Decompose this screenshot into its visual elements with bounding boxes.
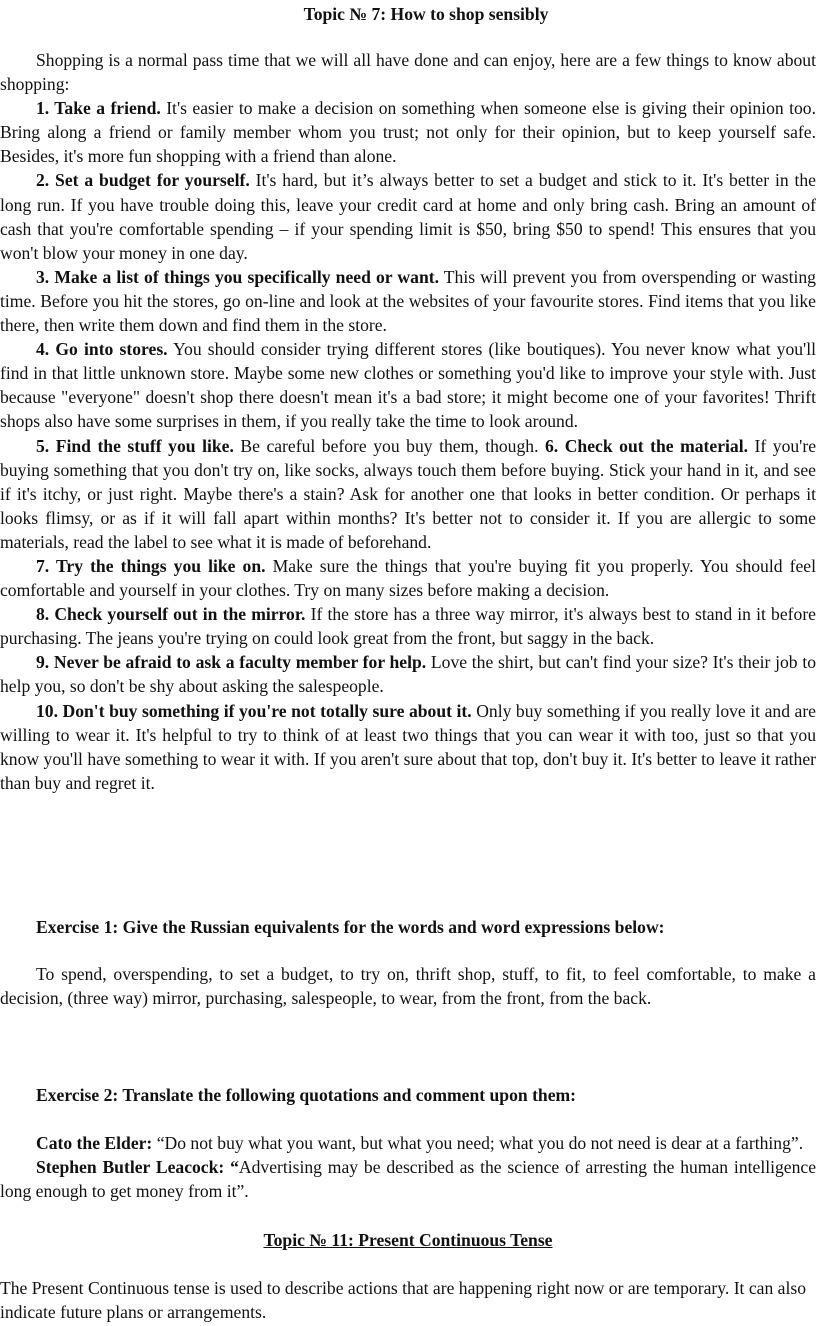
exercise2-quotes <box>0 1131 816 1203</box>
tip-4: 4. Go into stores. You should consider trying different stores (like boutiques). You never know what you'll find in that little unknown store. Maybe some new clothes or something you'd like to improve your style with. Just because "everyone" doesn't shop there doesn't mean it's a bad store; it might become one of your favorites! Thrift shops also have some surprises in them, if you really take the time to look around. <box>0 339 816 432</box>
tip-1: 1. Take a friend. It's easier to make a decision on something when someone else is giving their opinion too. Bring along a friend or family member whom you trust; not only for their opinion, but to keep yourself safe. Besides, it's more fun shopping with a friend than alone. <box>0 98 816 167</box>
topic7-title: Topic № 7: How to shop sensibly <box>303 4 549 24</box>
exercise2-heading: Exercise 2: Translate the following quotations and comment upon them: <box>36 1085 577 1105</box>
topic7-body <box>0 48 816 795</box>
tip-10: 10. Don't buy something if you're not totally sure about it. Only buy something if you really love it and are willing to wear it. It's helpful to try to think of at least two things that you can wear it with too, just so that you know you'll have something to wear it with. If you aren't sure about that top, don't buy it. It's better to leave it rather than buy and regret it. <box>0 700 816 793</box>
tip-3: 3. Make a list of things you specifically need or want. This will prevent you from overspending or wasting time. Before you hit the stores, go on-line and look at the websites of your favourite stores. Find items that you like there, then write them down and find them in the store. <box>0 266 816 336</box>
tip-7: 7. Try the things you like on. Make sure the things that you're buying fit you properly. You should feel comfortable and yourself in your clothes. Try on many sizes before making a decision. <box>0 555 816 601</box>
tip-8: 8. Check yourself out in the mirror. If the store has a three way mirror, it's always best to stand in it before purchasing. The jeans you're trying on could look great from the front, but saggy in the back. <box>0 604 816 649</box>
tip-9: 9. Never be afraid to ask a faculty member for help. Love the shirt, but can't find your size? It's their job to help you, so don't be shy about asking the salespeople. <box>0 652 816 697</box>
topic11-title: Topic № 11: Present Continuous Tense <box>263 1230 553 1250</box>
exercise1-text: To spend, overspending, to set a budget, to try on, thrift shop, stuff, to fit, to feel comfortable, to make a decision, (three way) mirror, purchasing, salespeople, to wear, from the front, from the back. <box>0 964 816 1009</box>
tip-5-6: 5. Find the stuff you like. Be careful before you buy them, though. 6. Check out the material. If you're buying something that you don't try on, like socks, always touch them before buying. Stick your hand in it, and see if it's itchy, or just right. Maybe there's a stain? Ask for another one that looks in better condition. Or perhaps it looks flimsy, or as if it will fall apart within months? It's better not to consider it. If you are allergic to some materials, read the label to see what it is made of beforehand. <box>0 435 816 552</box>
topic11-text: The Present Continuous tense is used to describe actions that are happening right now or are temporary. It can also indicate future plans or arrangements. <box>0 1278 806 1323</box>
exercise1-heading: Exercise 1: Give the Russian equivalents for the words and word expressions below: <box>36 917 665 937</box>
tip-2: 2. Set a budget for yourself. It's hard, but it’s always better to set a budget and stick to it. It's better in the long run. If you have trouble doing this, leave your credit card at home and only bring cash. Bring an amount of cash that you're comfortable spending – if your spending limit is $50, bring $50 to spend! This ensures that you won't blow your money in one day. <box>0 170 816 263</box>
quote-cato: Cato the Elder: “Do not buy what you want, but what you need; what you do not need is dear at a farthing”. <box>36 1133 804 1153</box>
topic7-intro: Shopping is a normal pass time that we will all have done and can enjoy, here are a few things to know about shopping: <box>0 50 816 95</box>
quote-leacock: Stephen Butler Leacock: “Advertising may be described as the science of arresting the human intelligence long enough to get money from it”. <box>0 1157 816 1202</box>
